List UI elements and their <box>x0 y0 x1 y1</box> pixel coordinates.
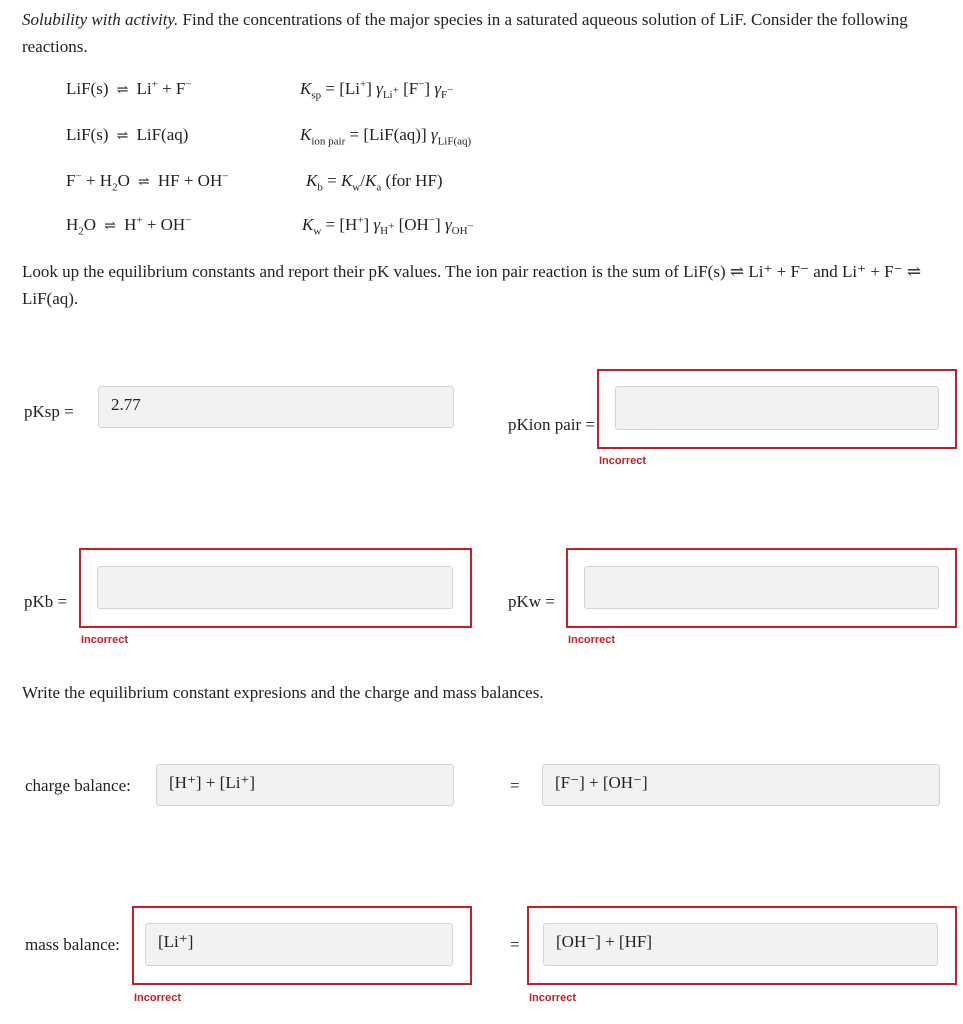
kb-expression: $K_b = K_w/K_a$ (for HF) <box>306 171 443 194</box>
pksp-label: pKsp = <box>24 402 74 421</box>
equilibrium-arrow-icon: ⇌ <box>116 129 129 144</box>
pkw-label: pKw = <box>508 592 555 611</box>
lookup-instructions: Look up the equilibrium constants and report their pK values. The ion pair reaction is the sum of LiF(s) ⇌ Li⁺ + F⁻ and Li⁺ + F⁻ ⇌ LiF(aq). <box>22 262 922 308</box>
mass-right-status: Incorrect <box>529 992 577 1004</box>
equilibrium-arrow-icon: ⇌ <box>137 175 150 190</box>
pkb-status: Incorrect <box>81 634 129 646</box>
pkion-input[interactable] <box>615 386 939 430</box>
balances-heading: Write the equilibrium constant expresions and the charge and mass balances. <box>22 683 544 702</box>
intro-lead: Solubility with activity. <box>22 10 179 29</box>
pksp-input[interactable]: 2.77 <box>98 386 454 428</box>
pkb-input[interactable] <box>97 566 453 609</box>
charge-balance-equals: = <box>510 776 520 795</box>
kion-expression: $K_{ion pair} = [LiF(aq)]$ $\gamma_{LiF(aq)}$ <box>300 125 472 148</box>
pkb-label: pKb = <box>24 592 68 611</box>
charge-balance-right-input[interactable]: [F⁻] + [OH⁻] <box>542 764 940 806</box>
mass-balance-left-input[interactable]: [Li⁺] <box>145 923 453 966</box>
equilibrium-arrow-icon: ⇌ <box>104 219 116 234</box>
mass-balance-equals: = <box>510 935 520 954</box>
pkion-status: Incorrect <box>599 455 647 467</box>
pkion-label: pKion pair = <box>508 415 596 434</box>
mass-left-status: Incorrect <box>134 992 182 1004</box>
charge-balance-left-input[interactable]: [H⁺] + [Li⁺] <box>156 764 454 806</box>
kw-expression: $K_w = [H^+]$ $\gamma_{H^+}$ [OH−] $\gamma_{OH^-}$ <box>302 214 474 238</box>
reaction-1: LiF(s) ⇌ Li+ + F− <box>66 78 192 98</box>
pkw-status: Incorrect <box>568 634 616 646</box>
equilibrium-arrow-icon: ⇌ <box>116 83 129 98</box>
reaction-3: $F^- + H_2O$ ⇌ HF + OH− <box>66 170 229 194</box>
ksp-expression: $K_{sp} = [Li^+]$ $\gamma_{Li^+}$ [F−] $\gamma_{F^-}$ <box>300 78 454 102</box>
charge-balance-label: charge balance: <box>25 776 131 795</box>
pkw-input[interactable] <box>584 566 939 609</box>
intro-text <box>22 6 932 60</box>
reaction-4: $H_2O$ ⇌ H+ + OH− <box>66 214 192 238</box>
mass-balance-label: mass balance: <box>25 935 120 954</box>
intro-body: Find the concentrations of the major species in a saturated aqueous solution of LiF. Consider the following reactions. <box>22 10 908 56</box>
mass-balance-right-input[interactable]: [OH⁻] + [HF] <box>543 923 938 966</box>
reaction-2: LiF(s) ⇌ LiF(aq) <box>66 125 189 144</box>
